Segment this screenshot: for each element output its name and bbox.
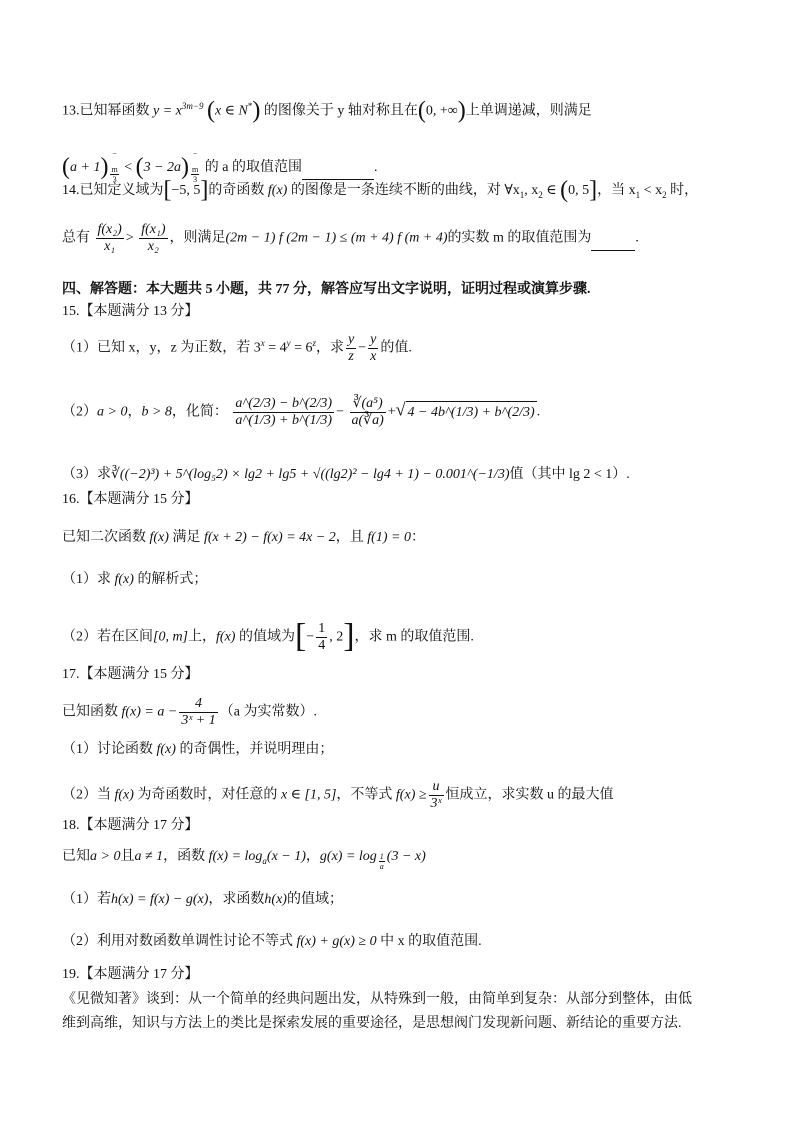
q17-frac2: $\frac{u}{\text{3ˣ}}$ <box>430 779 442 811</box>
answer-blank-14[interactable] <box>591 228 635 251</box>
q15-frac-root: $\frac{\text{∛(a⁵)}}{a(∛a)}$ <box>351 396 384 428</box>
q15-period: . <box>536 404 541 420</box>
q19-text-line2: 维到高维，知识与方法上的类比是探索发展的重要途径，是思想阀门发现新问题、新结论的重要方法. <box>62 1016 682 1031</box>
q15-frac-yz: $\frac{y}{z}$ <box>348 332 355 364</box>
q14-text7: ，则满足 <box>169 230 226 246</box>
q13-domain: x ∈ N <box>214 103 248 119</box>
q14-sub2: 2 <box>538 189 543 200</box>
q14-comma: , x <box>524 183 539 198</box>
q15-eq1: = 4 <box>264 340 287 356</box>
q17-frac: $\frac{4}{\text{3ˣ + 1}}$ <box>181 696 216 728</box>
q14-text5: 时， <box>666 183 699 198</box>
q16-p2-label: （2）若在区间 <box>62 629 153 645</box>
q15-p1-text2: ，求 <box>316 340 345 356</box>
q17-text2: （a 为实常数）. <box>219 704 317 720</box>
q16-part1 <box>62 569 754 591</box>
q15-p3-label: （3）求 <box>62 467 111 482</box>
q17-text: 已知函数 <box>62 704 122 720</box>
q18-p1-label: （1）若 <box>62 892 111 907</box>
q17-part2 <box>62 779 754 812</box>
answer-blank-13[interactable] <box>302 157 374 180</box>
q16-text2: 满足 <box>168 530 204 545</box>
q17-p2-text3: 恒成立，求实数 u 的最大值 <box>445 787 614 803</box>
q14-domain: −5, 5 <box>171 183 201 198</box>
q17-line1 <box>62 696 754 729</box>
q14-sub3: 1 <box>635 189 641 200</box>
q15-p2-label: （2） <box>62 404 97 420</box>
q15-plus: + <box>387 404 396 420</box>
q16-p1-fx: f(x) <box>114 572 134 587</box>
q17-p1-fx: f(x) <box>156 742 176 757</box>
q14-line2 <box>62 222 754 255</box>
q16-fx: f(x) <box>149 530 169 545</box>
q18-arg2: (3 − x) <box>386 849 426 864</box>
q15-heading: 15.【本题满分 13 分】 <box>62 304 199 319</box>
q16-interval: [0, m] <box>153 629 189 645</box>
q16-range-end: , 2 <box>329 629 344 645</box>
q14-frac2: $\frac{\text{f(x₁)}}{\text{x₂}}$ <box>141 222 166 254</box>
q17-fx: f(x) = a − <box>121 704 178 720</box>
q16-text3: ，且 <box>335 530 368 545</box>
q14-inequality: (2m − 1) f (2m − 1) ≤ (m + 4) f (m + 4) <box>225 230 448 246</box>
q17-p2-text2: ，不等式 <box>336 787 396 803</box>
q18-p1-text: ，求函数 <box>208 892 265 907</box>
q15-cond-a: a > 0 <box>97 404 128 420</box>
q16-p2-text2: 的值域为 <box>235 629 295 645</box>
q16-minus: − <box>306 629 315 645</box>
q18-part1 <box>62 889 754 911</box>
q15-p3-expr: ∛((−2)³) + 5^(log₅2) × lg2 + lg5 + √((lg2)² − lg4 + 1) − 0.001^(−1/3) <box>111 467 510 482</box>
q18-comma: ， <box>305 849 320 864</box>
q14-text8: 的实数 m 的取值范围为 <box>447 230 592 246</box>
q15-p1-text: （1）已知 x，y，z 为正数，若 3 <box>62 340 261 356</box>
q18-p1-text2: 的值域； <box>286 892 343 907</box>
q16-f1: f(1) = 0 <box>367 530 411 545</box>
q19-heading: 19.【本题满分 17 分】 <box>62 967 199 982</box>
q18-cond2: a ≠ 1 <box>134 849 164 864</box>
q18-base-a: a <box>262 855 267 866</box>
q15-frac-ab: $\frac{a\^{}(2/3) - b\^{}(2/3)}{a\^{}(1/3) + b\^{}(1/3)}$ <box>235 396 333 428</box>
q15-exp-x: x <box>260 338 265 349</box>
q16-p2-text: 上， <box>188 629 217 645</box>
q18-heading: 18.【本题满分 17 分】 <box>62 818 199 833</box>
q13-exponent: 3m−9 <box>181 101 204 111</box>
q14-period: . <box>635 230 639 246</box>
q18-arg1: (x − 1) <box>266 849 306 864</box>
q18-hx: h(x) <box>264 892 287 907</box>
q15-exp-z: z <box>312 338 317 349</box>
q16-part2: （2）若在区间[0, m]上，f(x) 的值域为[− $\frac{1}{4}$ , 2]，求 m 的取值范围. <box>62 617 474 655</box>
q18-and: 且 <box>120 849 135 864</box>
q15-part3 <box>62 464 754 486</box>
q18-ineq: f(x) + g(x) ≥ 0 <box>296 934 377 949</box>
q16-p2-text3: ，求 m 的取值范围. <box>354 629 474 645</box>
q13-text4: 的 a 的取值范围 <box>201 160 302 176</box>
q15-exp-y: y <box>286 338 291 349</box>
q18-part2 <box>62 931 754 953</box>
q17-p2-label: （2）当 <box>62 787 115 803</box>
q14-gt: > <box>125 230 134 246</box>
q14-interval: 0, 5 <box>568 183 590 198</box>
q13-text: 13.已知幂函数 <box>62 103 153 119</box>
q15-p1-text3: 的值. <box>380 340 412 356</box>
q18-p2-text: 中 x 的取值范围. <box>376 934 482 949</box>
sqrt-icon: √ <box>395 399 406 420</box>
q18-hx-def: h(x) = f(x) − g(x) <box>111 892 209 907</box>
q14-fx: f(x) <box>267 183 288 198</box>
q16-line1 <box>62 527 754 549</box>
q15-eq2: = 6 <box>290 340 313 356</box>
q14-text: 14.已知定义域为 <box>62 183 164 198</box>
q14-frac1: $\frac{\text{f(x₂)}}{\text{x₁}}$ <box>97 222 122 254</box>
q15-cond-b: b > 8 <box>141 404 172 420</box>
q14-text6: 总有 <box>62 230 90 246</box>
q13-period: . <box>374 160 378 176</box>
q14-lt: < x <box>640 183 663 198</box>
q15-minus2: − <box>336 404 344 420</box>
q18-p2-label: （2）利用对数函数单调性讨论不等式 <box>62 934 297 949</box>
q16-eq: f(x + 2) − f(x) = 4x − 2 <box>203 530 336 545</box>
q15-p2-text: ，化简： <box>171 404 228 420</box>
q16-frac: $\frac{1}{4}$ <box>318 621 326 653</box>
q17-p2-text: 为奇函数时，对任意的 <box>133 787 281 803</box>
section-4-heading: 四、解答题：本大题共 5 小题，共 77 分，解答应写出文字说明，证明过程或演算步骤. <box>62 282 591 297</box>
q16-p1-label: （1）求 <box>62 572 115 587</box>
q16-heading: 16.【本题满分 15 分】 <box>62 492 199 507</box>
q14-in: ∈ <box>542 183 561 198</box>
q16-colon: ： <box>410 530 425 545</box>
q13-line1: 13.已知幂函数 $y = x^{3m-9}$ (x ∈ N*) 的图像关于 y 轴对称且在(0, +∞)上单调递减，则满足 <box>62 97 592 124</box>
q15-sqrt-body: 4 − 4b^(1/3) + b^(2/3) <box>406 401 537 424</box>
q16-p2-fx: f(x) <box>216 629 236 645</box>
q15-minus: − <box>358 340 367 356</box>
q18-text: 已知 <box>62 849 90 864</box>
q13-text3: 上单调递减，则满足 <box>465 103 592 119</box>
q14-sub1: 1 <box>519 189 525 200</box>
q18-text2: ，函数 <box>163 849 209 864</box>
q17-interval: x ∈ [1, 5] <box>280 787 337 803</box>
q14-sub4: 2 <box>662 189 667 200</box>
q18-gx: g(x) = log <box>319 849 377 864</box>
q15-p3-text: 值（其中 lg 2 < 1）. <box>509 467 630 482</box>
q16-p1-text: 的解析式； <box>133 572 208 587</box>
q15-part2 <box>62 396 754 429</box>
q13-line2: $(a + 1)^{- m 3}$ < $(3 - 2a)^{- m 3}$ 的 a 的取值范围 . <box>62 143 754 184</box>
q13-star: * <box>247 101 253 111</box>
q17-part1 <box>62 739 754 761</box>
q18-cond1: a > 0 <box>90 849 121 864</box>
q14-line1: 14.已知定义域为[−5, 5]的奇函数 f(x) 的图像是一条连续不断的曲线，对 $\forall x_1$, $x_2$ ∈ (0, 5]，当 $x_1 < x_2$ 时， <box>62 177 699 203</box>
q17-p2-fx: f(x) <box>114 787 134 803</box>
q16-text: 已知二次函数 <box>62 530 150 545</box>
q14-text3: 的图像是一条连续不断的曲线，对 ∀x <box>287 183 520 198</box>
q18-fx: f(x) = log <box>208 849 263 864</box>
q19-text-line1: 《见微知著》谈到：从一个简单的经典问题出发，从特殊到一般，由简单到复杂：从部分到整体，由低 <box>62 992 692 1007</box>
q13-text2: 的图像关于 y 轴对称且在 <box>260 103 418 119</box>
q15-part1 <box>62 332 754 365</box>
q17-p1-text: 的奇偶性，并说明理由； <box>175 742 334 757</box>
q17-p1-label: （1）讨论函数 <box>62 742 157 757</box>
q14-text4: ，当 x <box>597 183 636 198</box>
q13-base1: a + 1 <box>70 160 101 176</box>
q13-lt: < <box>120 160 136 176</box>
q13-exp-frac1: − m 3 <box>111 149 118 184</box>
q15-comma: ， <box>127 404 142 420</box>
q13-base2: 3 − 2a <box>143 160 182 176</box>
q13-interval: 0, +∞ <box>425 103 458 119</box>
q13-exp-frac2: − m 3 <box>192 149 199 184</box>
q14-text2: 的奇函数 <box>208 183 268 198</box>
q17-ineq: f(x) ≥ <box>395 787 427 803</box>
q18-line1 <box>62 846 754 872</box>
q17-heading: 17.【本题满分 15 分】 <box>62 667 199 682</box>
q18-base-frac: 1 a <box>379 852 384 872</box>
q15-frac-yx: $\frac{y}{x}$ <box>370 332 377 364</box>
q13-formula: y = x <box>153 103 182 119</box>
